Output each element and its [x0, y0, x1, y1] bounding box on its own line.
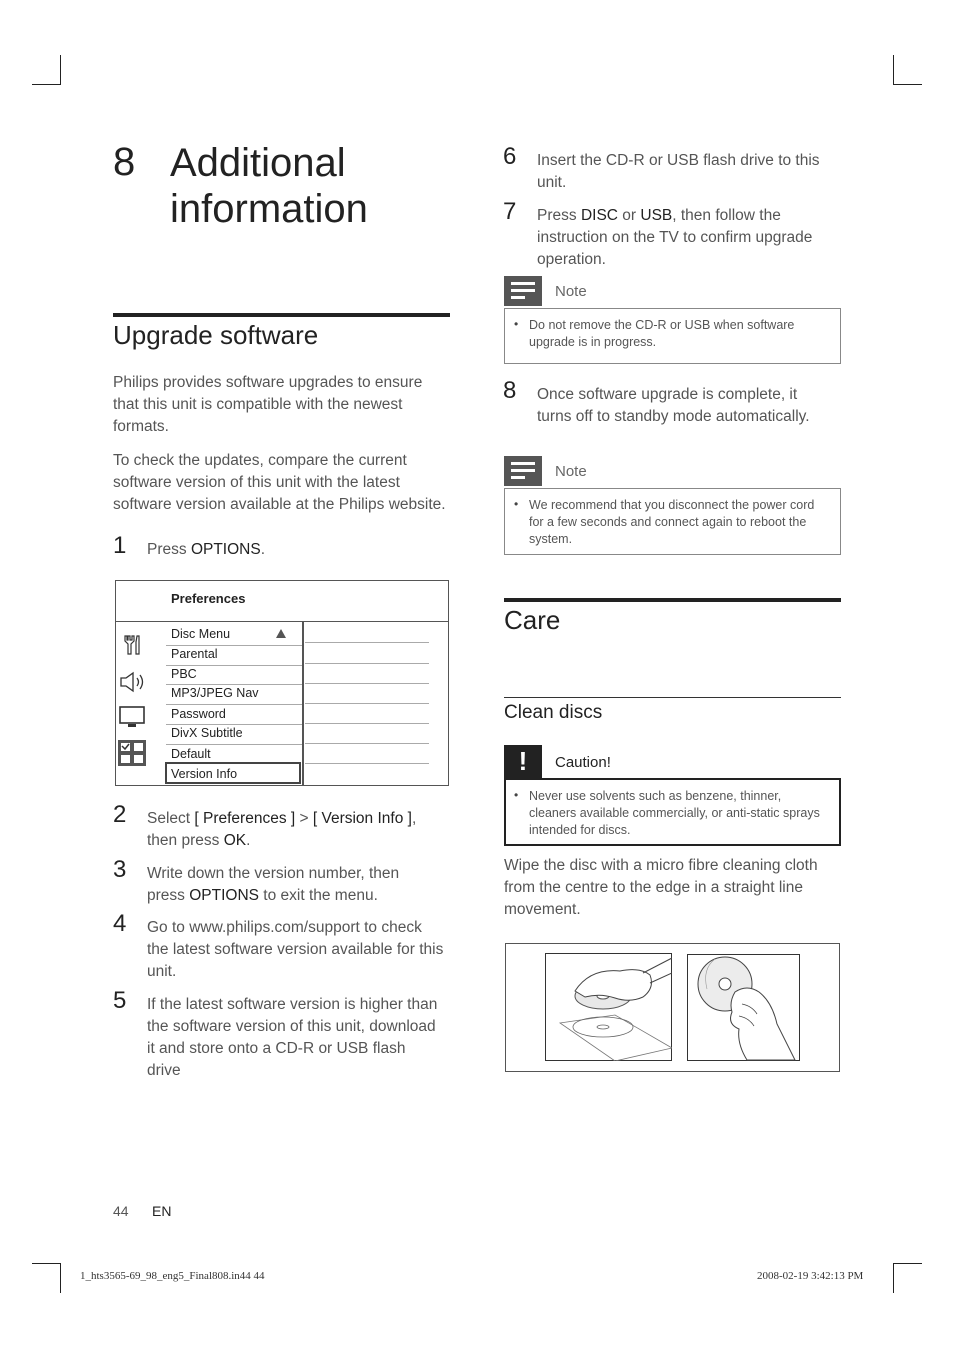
- key-label: OPTIONS: [190, 541, 261, 558]
- bullet: •: [514, 317, 519, 331]
- key-label: DISC: [580, 207, 618, 224]
- tools-icon: [120, 633, 144, 657]
- upgrade-heading: Upgrade software: [113, 320, 319, 350]
- note-icon-line: [511, 462, 535, 465]
- step-line: [147, 830, 457, 852]
- caution-line: intended for discs.: [529, 823, 631, 837]
- step-number: 5: [113, 987, 127, 1014]
- menu-title: Preferences: [171, 591, 246, 606]
- step-line: unit.: [147, 963, 177, 980]
- caution-line: Never use solvents such as benzene, thinner,: [529, 789, 782, 803]
- file-name: 1_hts3565-69_98_eng5_Final808.in44 44: [80, 1270, 265, 1282]
- crop-mark: [32, 84, 61, 85]
- step-line: [147, 808, 457, 830]
- paragraph-line: movement.: [504, 901, 581, 918]
- crop-mark: [893, 84, 922, 85]
- menu-item[interactable]: Default: [171, 747, 211, 761]
- menu-item[interactable]: Password: [171, 707, 226, 721]
- step-number: 1: [113, 532, 127, 559]
- note-icon-line: [511, 289, 535, 292]
- upgrade-check-paragraph: [113, 450, 453, 516]
- menu-separator: [166, 645, 302, 646]
- step-text: [537, 150, 847, 194]
- menu-divider: [302, 621, 304, 785]
- step-text-part: or: [617, 207, 641, 224]
- print-date: 2008-02-19 3:42:13 PM: [757, 1270, 864, 1282]
- step-number: 7: [503, 198, 517, 225]
- note-icon-line: [511, 469, 535, 472]
- step-text: [147, 539, 265, 561]
- step-line: the software version of this unit, download: [147, 1018, 436, 1035]
- step-line: If the latest software version is higher than: [147, 996, 438, 1013]
- note-line: Do not remove the CD-R or USB when software: [529, 318, 795, 332]
- menu-separator: [166, 744, 302, 745]
- paragraph-line: that this unit is compatible with the newest: [113, 396, 403, 413]
- menu-separator: [305, 703, 429, 704]
- section-rule: [113, 313, 450, 317]
- bullet: •: [514, 788, 519, 802]
- step-line: [537, 205, 847, 227]
- hand-wiping-disc-illustration: [687, 954, 800, 1061]
- step-line: the latest software version available for this: [147, 941, 444, 958]
- menu-separator: [305, 723, 429, 724]
- menu-item[interactable]: MP3/JPEG Nav: [171, 686, 259, 700]
- paragraph-line: Wipe the disc with a micro fibre cleaning cloth: [504, 857, 818, 874]
- note-line: system.: [529, 532, 573, 546]
- step-text-part: .: [246, 832, 251, 849]
- crop-mark: [60, 1263, 61, 1293]
- page-number: 44: [113, 1203, 129, 1219]
- step-text: [147, 863, 457, 907]
- step-line: Go to www.philips.com/support to check: [147, 919, 422, 936]
- bullet: •: [514, 497, 519, 511]
- crop-mark: [893, 55, 894, 85]
- note-text: [529, 497, 839, 548]
- crop-mark: [32, 1263, 61, 1264]
- tv-icon: [118, 705, 146, 729]
- paragraph-line: from the centre to the edge in a straight line: [504, 879, 803, 896]
- note-text: [529, 317, 834, 351]
- caution-box: [504, 778, 841, 846]
- preferences-menu: [115, 580, 449, 786]
- step-line: drive: [147, 1062, 181, 1079]
- step-text-part: then press: [147, 832, 224, 849]
- key-label: USB: [640, 207, 673, 224]
- scroll-up-icon[interactable]: [276, 629, 286, 638]
- chapter-number: 8: [113, 140, 136, 184]
- paragraph-line: Philips provides software upgrades to ensure: [113, 374, 423, 391]
- clean-discs-heading: Clean discs: [504, 702, 603, 723]
- paragraph-line: software version of this unit with the latest: [113, 474, 400, 491]
- menu-item[interactable]: PBC: [171, 667, 197, 681]
- care-heading: Care: [504, 605, 561, 635]
- step-line: instruction on the TV to confirm upgrade: [537, 229, 813, 246]
- menu-item[interactable]: Disc Menu: [171, 627, 231, 641]
- menu-divider: [116, 621, 448, 622]
- chapter-title: [170, 140, 470, 232]
- step-text-part: >: [295, 810, 313, 827]
- caution-label: Caution!: [555, 754, 611, 771]
- key-label: OPTIONS: [189, 887, 259, 904]
- note-icon: [504, 456, 542, 486]
- step-text-part: ,: [411, 810, 417, 827]
- note-icon-line: [511, 282, 535, 285]
- menu-separator: [166, 684, 302, 685]
- crop-mark: [893, 1263, 922, 1264]
- caution-text: [529, 788, 839, 839]
- step-line: Once software upgrade is complete, it: [537, 386, 798, 403]
- step-line: it and store onto a CD-R or USB flash: [147, 1040, 406, 1057]
- menu-separator: [305, 763, 429, 764]
- step-text-part: .: [260, 541, 266, 558]
- preferences-icon: [117, 739, 147, 767]
- upgrade-intro-paragraph: [113, 372, 453, 438]
- step-text: [147, 994, 457, 1082]
- subsection-rule: [504, 697, 841, 698]
- step-text: [147, 808, 457, 852]
- step-text-part: Press: [537, 207, 581, 224]
- note-line: upgrade is in progress.: [529, 335, 657, 349]
- step-line: operation.: [537, 251, 606, 268]
- note-box: [504, 308, 841, 364]
- step-text-part: press: [147, 887, 190, 904]
- step-text-part: , then follow the: [672, 207, 781, 224]
- menu-separator: [166, 724, 302, 725]
- key-label: OK: [223, 832, 247, 849]
- step-number: 2: [113, 801, 127, 828]
- menu-separator: [305, 683, 429, 684]
- crop-mark: [893, 1263, 894, 1293]
- step-line: unit.: [537, 174, 567, 191]
- wipe-paragraph: [504, 855, 849, 921]
- note-box: [504, 488, 841, 555]
- step-text-part: Select: [147, 810, 195, 827]
- menu-separator: [305, 642, 429, 643]
- crop-mark: [60, 55, 61, 85]
- cleaning-illustration: [505, 943, 840, 1072]
- key-label: [ Version Info ]: [312, 810, 412, 827]
- speaker-icon: [118, 670, 148, 694]
- step-text-part: Press: [147, 541, 191, 558]
- paragraph-line: formats.: [113, 418, 169, 435]
- menu-separator: [305, 743, 429, 744]
- note-label: Note: [555, 463, 587, 480]
- chapter-title-line: information: [170, 187, 368, 231]
- step-line: Write down the version number, then: [147, 865, 400, 882]
- menu-separator: [305, 663, 429, 664]
- step-line: Insert the CD-R or USB flash drive to this: [537, 152, 820, 169]
- menu-item-selected[interactable]: [165, 762, 301, 784]
- note-icon-line: [511, 296, 525, 299]
- menu-item: Version Info: [171, 767, 238, 781]
- menu-separator: [166, 665, 302, 666]
- step-number: 3: [113, 856, 127, 883]
- paragraph-line: software version available at the Philips website.: [113, 496, 446, 513]
- step-line: turns off to standby mode automatically.: [537, 408, 810, 425]
- step-number: 8: [503, 377, 517, 404]
- note-icon-line: [511, 476, 525, 479]
- menu-item[interactable]: Parental: [171, 647, 218, 661]
- step-text: [537, 384, 847, 428]
- note-line: for a few seconds and connect again to reboot the: [529, 515, 807, 529]
- paragraph-line: To check the updates, compare the current: [113, 452, 407, 469]
- section-rule: [504, 598, 841, 602]
- step-number: 4: [113, 910, 127, 937]
- chapter-title-line: Additional: [170, 141, 346, 185]
- step-text: [537, 205, 847, 271]
- step-text-part: to exit the menu.: [258, 887, 378, 904]
- note-label: Note: [555, 283, 587, 300]
- language-label: EN: [152, 1203, 172, 1219]
- step-line: [147, 885, 457, 907]
- step-number: 6: [503, 143, 517, 170]
- caution-line: cleaners available commercially, or anti-static sprays: [529, 806, 820, 820]
- caution-icon: !: [504, 745, 542, 778]
- note-icon: [504, 276, 542, 306]
- menu-item[interactable]: DivX Subtitle: [171, 726, 243, 740]
- key-label: [ Preferences ]: [194, 810, 296, 827]
- step-text: [147, 917, 457, 983]
- menu-separator: [166, 704, 302, 705]
- disc-tray-illustration: [545, 953, 672, 1061]
- note-line: We recommend that you disconnect the power cord: [529, 498, 815, 512]
